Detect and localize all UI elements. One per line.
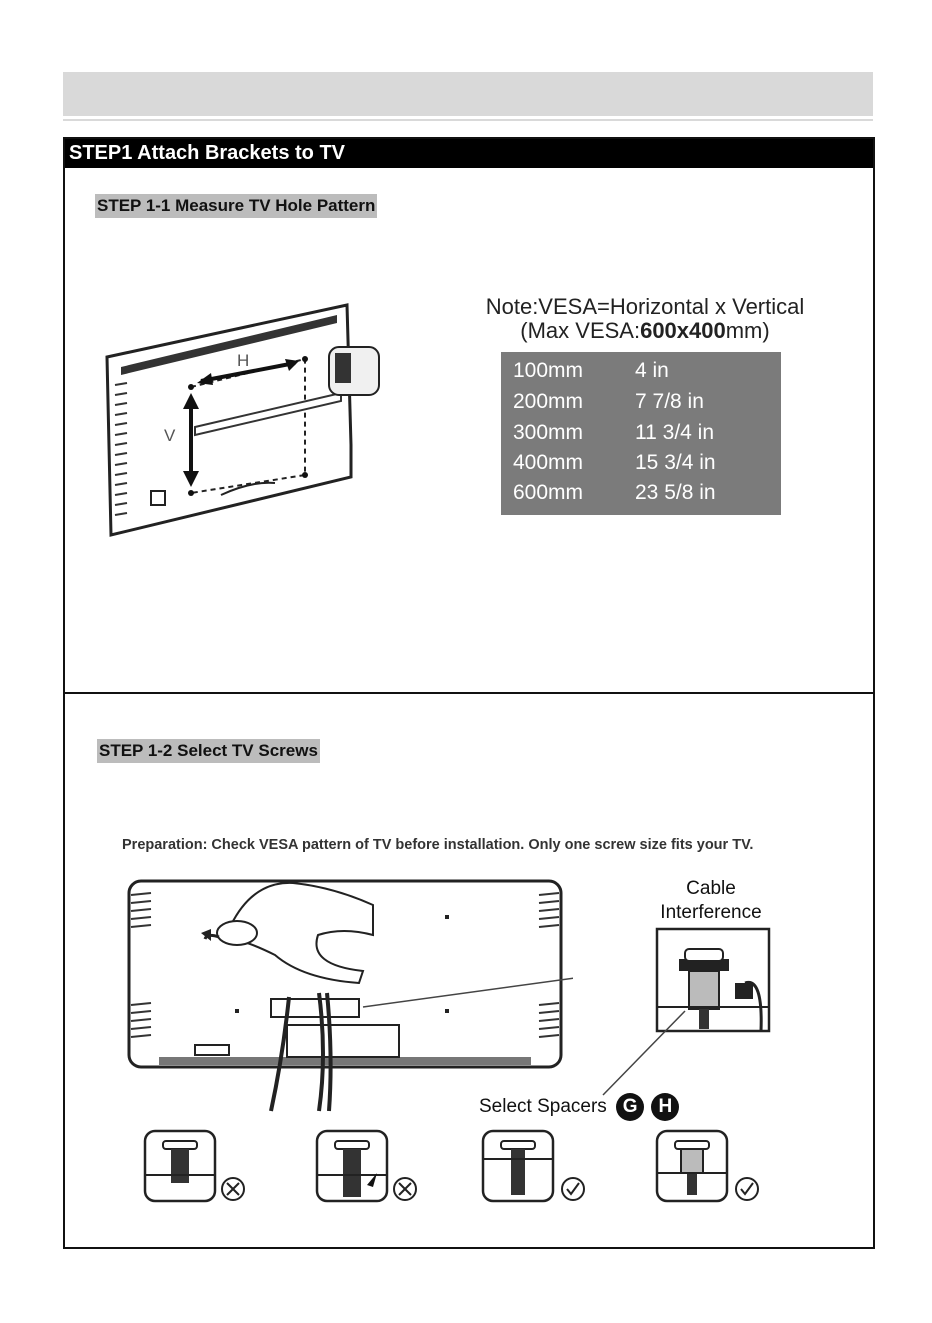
step-1-1-label: STEP 1-1 Measure TV Hole Pattern	[95, 194, 377, 218]
vesa-max-value: 600x400	[640, 318, 726, 343]
tv-hole-pattern-diagram	[101, 295, 401, 541]
section-divider	[65, 692, 873, 694]
vesa-mm: 300mm	[513, 421, 584, 444]
vesa-in: 23 5/8 in	[635, 481, 716, 504]
vesa-note-prefix: (Max VESA:	[520, 318, 641, 343]
h-dimension-label: H	[237, 351, 250, 370]
screw-example-wrong-2	[315, 1129, 425, 1205]
vesa-in: 15 3/4 in	[635, 451, 716, 474]
v-dimension-label: V	[164, 426, 176, 445]
cable-interference-label	[641, 877, 781, 925]
cable-label-line1: Cable	[686, 878, 736, 899]
vesa-size-table	[501, 352, 781, 515]
vesa-mm: 100mm	[513, 359, 584, 382]
vesa-in: 11 3/4 in	[635, 421, 715, 444]
step1-frame	[63, 137, 875, 1249]
step1-title: STEP1 Attach Brackets to TV	[65, 139, 873, 168]
vesa-note-line2	[450, 319, 840, 343]
select-spacers-label: Select Spacers	[479, 1096, 607, 1117]
spacer-h-badge: H	[651, 1093, 679, 1121]
spacer-g-badge: G	[616, 1093, 644, 1121]
vesa-in: 4 in	[635, 359, 669, 382]
tv-back-screw-diagram	[123, 875, 573, 1115]
vesa-mm: 400mm	[513, 451, 584, 474]
screw-example-correct-1	[481, 1129, 591, 1205]
screw-example-correct-2	[655, 1129, 765, 1205]
vesa-note	[450, 295, 840, 343]
vesa-mm: 600mm	[513, 481, 584, 504]
header-rule	[63, 119, 873, 121]
step-1-2-label: STEP 1-2 Select TV Screws	[97, 739, 320, 763]
cable-label-line2: Interference	[660, 902, 762, 923]
select-spacers	[479, 1093, 679, 1121]
page-header-bar	[63, 72, 873, 116]
vesa-note-line1: Note:VESA=Horizontal x Vertical	[485, 294, 805, 319]
preparation-note: Preparation: Check VESA pattern of TV before installation. Only one screw size fits your TV.	[122, 837, 754, 853]
vesa-mm: 200mm	[513, 390, 584, 413]
screw-example-wrong-1	[143, 1129, 253, 1205]
vesa-in: 7 7/8 in	[635, 390, 704, 413]
spacer-pointer-line	[601, 1009, 691, 1099]
vesa-note-suffix: mm)	[725, 318, 770, 343]
